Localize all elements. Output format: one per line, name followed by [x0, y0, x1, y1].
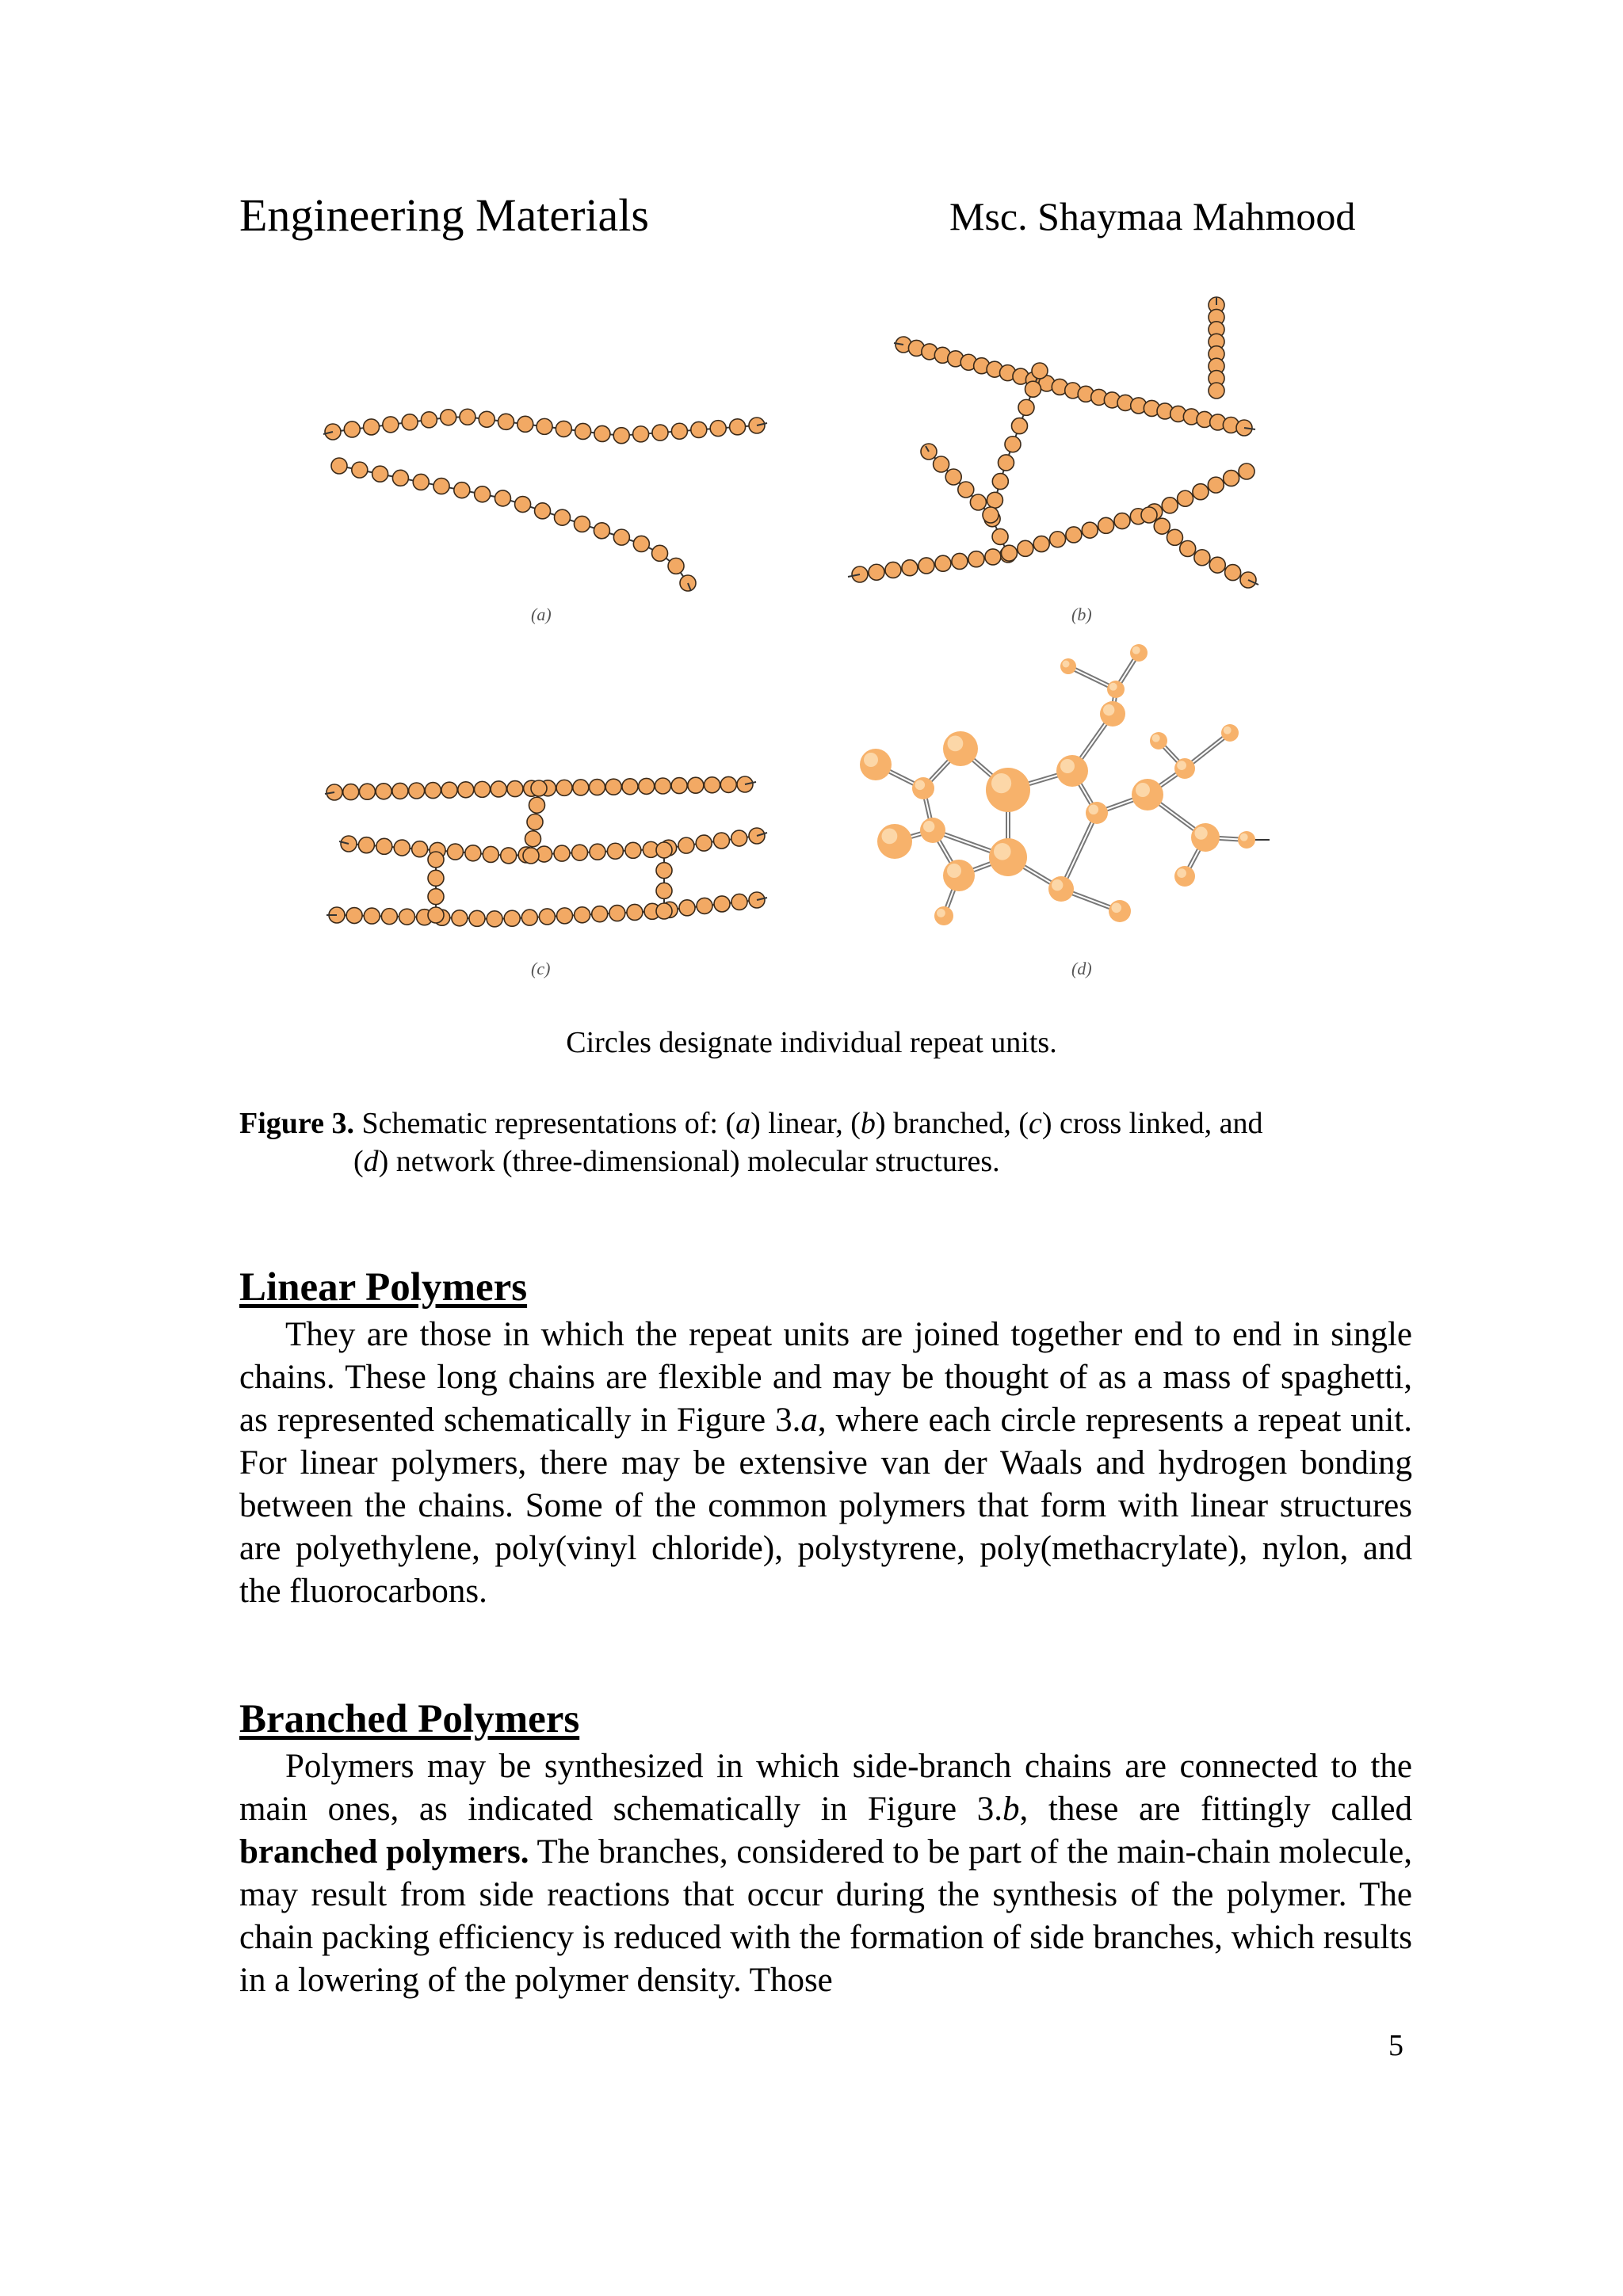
diagram-network: [860, 644, 1270, 925]
network-unit-highlight: [1103, 704, 1114, 715]
repeat-unit: [413, 474, 429, 490]
repeat-unit: [1018, 540, 1033, 556]
diagram-cross-linked: [325, 776, 767, 927]
sublabel-d: (d): [1071, 959, 1092, 978]
repeat-unit: [539, 909, 555, 925]
repeat-unit: [1018, 399, 1034, 415]
network-unit-highlight: [994, 843, 1011, 860]
repeat-unit: [346, 908, 362, 924]
repeat-unit: [331, 458, 347, 474]
repeat-unit: [575, 907, 590, 923]
repeat-unit: [531, 780, 547, 796]
repeat-unit: [622, 779, 638, 795]
repeat-unit: [987, 492, 1002, 508]
repeat-unit: [1208, 477, 1224, 493]
repeat-unit: [352, 462, 368, 478]
network-unit-highlight: [1089, 805, 1099, 815]
repeat-unit: [992, 474, 1008, 490]
repeat-unit: [441, 410, 456, 425]
repeat-unit: [656, 863, 672, 879]
repeat-unit: [1011, 418, 1027, 434]
repeat-unit: [491, 781, 506, 797]
repeat-unit: [1005, 437, 1021, 452]
caption-italic: b: [860, 1107, 876, 1140]
sublabel-c: (c): [531, 959, 551, 978]
repeat-unit: [902, 560, 918, 576]
caption-text: Schematic representations of: (: [361, 1107, 736, 1140]
repeat-unit: [970, 494, 986, 510]
repeat-unit: [454, 482, 470, 498]
paragraph-text: , where each circle represents a repeat unit. For linear polymers, there may be extensive van der Waals and hydrogen bonding between the chains. Some of the common polymers that form with linear structures are polyethylene, poly(vinyl chloride), polystyrene, poly(methacrylate), nylon, and the fluorocarbons.: [239, 1402, 1412, 1610]
repeat-unit: [720, 776, 736, 792]
repeat-unit: [656, 883, 672, 898]
repeat-unit: [968, 551, 984, 567]
caption-text: (: [353, 1145, 364, 1178]
repeat-unit: [344, 421, 360, 437]
caption-text: ) cross linked, and: [1041, 1107, 1263, 1140]
repeat-unit: [1225, 565, 1241, 581]
repeat-unit: [521, 910, 537, 925]
page-number: 5: [1388, 2029, 1403, 2062]
repeat-unit: [952, 553, 968, 569]
repeat-unit: [1193, 484, 1209, 500]
repeat-unit: [359, 784, 375, 799]
repeat-unit: [383, 417, 399, 433]
repeat-unit: [381, 909, 397, 925]
repeat-unit: [394, 840, 410, 856]
section-heading-linear: Linear Polymers: [239, 1265, 528, 1310]
network-unit-highlight: [937, 909, 945, 917]
repeat-unit: [392, 470, 408, 486]
repeat-unit: [1114, 513, 1130, 529]
repeat-unit: [607, 843, 623, 859]
repeat-unit: [671, 778, 687, 794]
repeat-unit: [469, 910, 485, 926]
repeat-unit: [557, 908, 573, 924]
repeat-unit: [573, 780, 589, 795]
network-unit-highlight: [1195, 827, 1208, 840]
repeat-unit: [590, 780, 605, 795]
repeat-unit: [655, 778, 670, 794]
repeat-unit: [656, 842, 672, 858]
repeat-unit: [679, 900, 695, 916]
repeat-unit: [537, 418, 552, 434]
repeat-unit: [364, 419, 380, 435]
repeat-unit: [425, 783, 441, 799]
molecular-structures-diagram: [301, 277, 1347, 990]
repeat-unit: [1098, 517, 1114, 533]
paragraph-text: They are those in which the repeat units are joined together end to end in single chains. These long chains are flexible and may be thought of as a mass of spaghetti, as represented schematically in Figure 3.: [239, 1316, 1412, 1439]
repeat-unit: [412, 841, 428, 857]
bold-term: branched polymers.: [239, 1833, 529, 1871]
caption-text: ) network (three-dimensional) molecular structures.: [378, 1145, 1000, 1178]
figure-ref-italic: b: [1002, 1791, 1020, 1828]
diagram-branched: [848, 297, 1258, 588]
repeat-unit: [529, 797, 545, 813]
repeat-unit: [594, 425, 610, 441]
repeat-unit: [535, 503, 551, 519]
repeat-unit: [918, 558, 934, 574]
repeat-unit: [671, 423, 687, 439]
caption-italic: a: [735, 1107, 751, 1140]
network-unit-highlight: [923, 821, 934, 832]
repeat-unit: [1209, 557, 1225, 573]
repeat-unit: [1001, 545, 1017, 561]
repeat-unit: [527, 814, 543, 830]
paragraph-branched: [239, 1745, 1412, 2002]
repeat-unit: [1066, 527, 1082, 543]
repeat-unit: [691, 421, 707, 437]
network-unit-highlight: [1240, 833, 1248, 841]
repeat-unit: [1025, 381, 1041, 397]
repeat-unit: [1209, 383, 1224, 399]
repeat-unit: [517, 416, 533, 432]
repeat-unit: [1194, 550, 1210, 566]
repeat-unit: [730, 419, 746, 435]
repeat-unit: [710, 421, 726, 437]
repeat-unit: [525, 831, 541, 847]
network-unit-highlight: [864, 753, 878, 767]
repeat-unit: [364, 908, 380, 924]
network-unit-highlight: [882, 829, 898, 845]
repeat-unit: [392, 783, 408, 799]
repeat-unit: [409, 783, 425, 799]
repeat-unit: [572, 845, 588, 860]
repeat-unit: [452, 910, 468, 926]
header-author: Msc. Shaymaa Mahmood: [949, 194, 1356, 238]
repeat-unit: [433, 479, 449, 494]
repeat-unit: [627, 904, 643, 920]
paragraph-text: Polymers may be synthesized in which side-branch chains are connected to the main ones, as indicated schematically in Figure 3.: [239, 1748, 1412, 1828]
repeat-unit: [483, 846, 498, 862]
repeat-unit: [515, 497, 531, 513]
network-unit-highlight: [1063, 661, 1070, 668]
repeat-unit: [1224, 471, 1239, 486]
repeat-unit: [458, 782, 474, 798]
repeat-unit: [1167, 529, 1182, 545]
repeat-unit: [501, 848, 517, 864]
repeat-unit: [575, 423, 591, 439]
section-heading-branched: Branched Polymers: [239, 1697, 580, 1741]
repeat-unit: [428, 870, 444, 886]
repeat-unit: [731, 894, 747, 910]
repeat-unit: [1141, 507, 1157, 523]
repeat-unit: [556, 421, 571, 437]
repeat-unit: [613, 529, 629, 545]
caption-text: ) linear, (: [750, 1107, 861, 1140]
repeat-unit: [935, 555, 951, 571]
header-title: Engineering Materials: [239, 189, 649, 241]
repeat-unit: [1050, 532, 1066, 547]
repeat-unit: [668, 558, 684, 574]
repeat-unit: [554, 845, 570, 861]
repeat-unit: [869, 564, 884, 580]
repeat-unit: [625, 842, 641, 858]
repeat-unit: [592, 906, 608, 922]
repeat-unit: [945, 469, 961, 485]
repeat-unit: [343, 784, 359, 800]
repeat-unit: [705, 777, 720, 793]
repeat-unit: [1032, 363, 1048, 379]
repeat-unit: [613, 428, 629, 444]
repeat-unit: [731, 830, 747, 846]
caption-line-2: [239, 1142, 1428, 1180]
repeat-unit: [1180, 541, 1196, 557]
figure-3: [301, 277, 1347, 990]
repeat-unit: [697, 898, 712, 913]
repeat-unit: [656, 903, 672, 919]
network-unit-highlight: [1112, 903, 1122, 913]
repeat-unit: [652, 425, 668, 441]
repeat-unit: [1178, 490, 1193, 506]
repeat-unit: [421, 412, 437, 428]
repeat-unit: [590, 844, 605, 860]
repeat-unit: [1162, 498, 1178, 513]
repeat-unit: [428, 907, 444, 923]
repeat-unit: [574, 516, 590, 532]
repeat-unit: [460, 409, 475, 425]
repeat-unit: [441, 782, 457, 798]
network-unit-highlight: [1136, 783, 1150, 797]
repeat-unit: [696, 835, 712, 851]
network-unit-highlight: [915, 780, 926, 791]
network-unit-highlight: [1132, 646, 1140, 654]
network-unit-highlight: [1177, 761, 1186, 770]
repeat-unit: [594, 523, 609, 539]
repeat-unit: [678, 837, 694, 853]
network-unit-highlight: [948, 736, 964, 752]
figure-note: Circles designate individual repeat units.: [566, 1026, 1057, 1059]
caption-label: Figure 3.: [239, 1107, 354, 1140]
repeat-unit: [479, 411, 495, 427]
repeat-unit: [633, 426, 649, 442]
repeat-unit: [402, 414, 418, 430]
repeat-unit: [639, 778, 655, 794]
network-unit-highlight: [1052, 879, 1063, 891]
repeat-unit: [983, 507, 999, 523]
repeat-unit: [447, 844, 463, 860]
caption-italic: c: [1028, 1107, 1042, 1140]
figure-caption: [239, 1104, 1428, 1180]
caption-line-1: [239, 1104, 1428, 1142]
caption-italic: d: [363, 1145, 379, 1178]
repeat-unit: [372, 466, 388, 482]
repeat-unit: [713, 833, 729, 849]
repeat-unit: [523, 848, 539, 864]
network-unit-highlight: [1224, 727, 1232, 734]
repeat-unit: [376, 838, 392, 854]
repeat-unit: [504, 910, 520, 926]
repeat-unit: [958, 482, 974, 498]
repeat-unit: [376, 784, 391, 799]
repeat-unit: [609, 906, 625, 921]
network-unit-highlight: [991, 773, 1011, 793]
figure-ref-italic: a: [800, 1402, 818, 1439]
repeat-unit: [633, 536, 649, 551]
caption-text: ) branched, (: [875, 1107, 1029, 1140]
repeat-unit: [507, 781, 523, 797]
paragraph-text: The branches, considered to be part of the main-chain molecule, may result from side reactions that occur during the synthesis of the polymer. The chain packing efficiency is reduced with the formation of side branches, which results in a lowering of the polymer density. Those: [239, 1833, 1413, 1999]
repeat-unit: [985, 549, 1001, 565]
network-unit-highlight: [1060, 759, 1075, 773]
network-unit-highlight: [1177, 868, 1186, 878]
network-unit-highlight: [1109, 683, 1117, 691]
network-unit-highlight: [1152, 734, 1160, 742]
repeat-unit: [487, 911, 502, 927]
repeat-unit: [1082, 522, 1098, 538]
diagram-linear: [323, 409, 767, 591]
repeat-unit: [605, 779, 621, 795]
repeat-unit: [688, 777, 704, 793]
repeat-unit: [498, 414, 514, 429]
repeat-unit: [1239, 463, 1254, 479]
repeat-unit: [428, 889, 444, 905]
repeat-unit: [465, 845, 481, 861]
repeat-unit: [475, 486, 491, 502]
repeat-unit: [555, 509, 571, 525]
paragraph-linear: [239, 1314, 1412, 1613]
repeat-unit: [992, 528, 1008, 544]
repeat-unit: [652, 545, 668, 561]
repeat-unit: [358, 837, 374, 853]
sublabel-b: (b): [1071, 605, 1092, 624]
sublabel-a: (a): [531, 605, 552, 624]
repeat-unit: [714, 896, 730, 912]
repeat-unit: [399, 909, 414, 925]
repeat-unit: [428, 852, 444, 868]
repeat-unit: [1033, 536, 1049, 552]
repeat-unit: [1154, 518, 1170, 534]
repeat-unit: [495, 490, 510, 506]
repeat-unit: [556, 780, 572, 795]
repeat-unit: [934, 456, 949, 472]
paragraph-text: , these are fittingly called: [1019, 1791, 1412, 1828]
repeat-unit: [885, 562, 901, 578]
network-unit-highlight: [947, 864, 961, 878]
repeat-unit: [998, 455, 1014, 471]
repeat-unit: [474, 781, 490, 797]
